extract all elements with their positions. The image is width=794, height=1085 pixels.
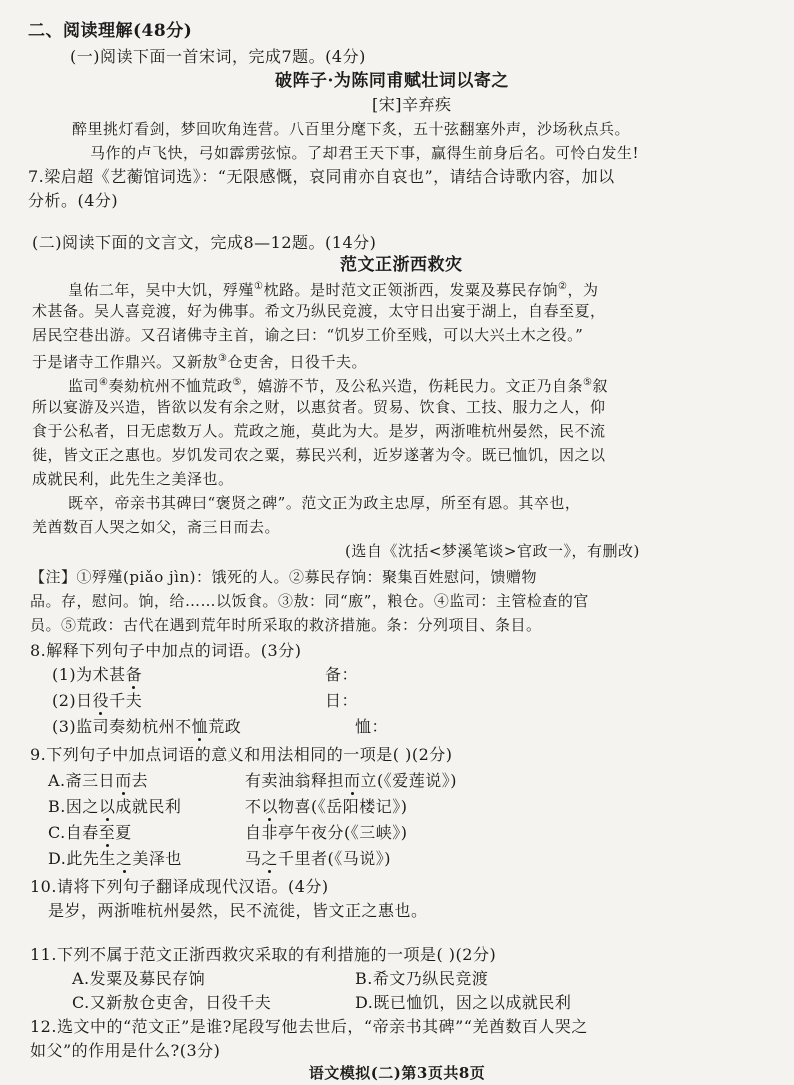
question-8-stem: 8.解释下列句子中加点的词语。(3分): [30, 641, 302, 660]
prose-intro: (二)阅读下面的文言文，完成8—12题。(14分): [32, 233, 377, 252]
poem-line-1: 醉里挑灯看剑，梦回吹角连营。八百里分麾下炙，五十弦翻塞外声，沙场秋点兵。: [72, 120, 631, 138]
question-8-answer-2: 日：: [325, 691, 359, 710]
question-9-stem: 9.下列句子中加点词语的意义和用法相同的一项是( )(2分): [30, 745, 453, 764]
question-11-option-b: B.希文乃纵民竞渡: [355, 969, 489, 988]
question-9-option-d: D.此先生之美泽也: [48, 849, 182, 868]
prose-p3-line-1: 既卒，帝亲书其碑曰“褒贤之碑”。范文正为政主忠厚，所至有恩。其卒也，: [68, 494, 581, 512]
question-11-option-d: D.既已恤饥，因之以成就民利: [355, 993, 572, 1012]
question-8-item-3: (3)监司奏劾杭州不恤荒政: [52, 717, 242, 736]
notes-line-3: 员。⑤荒政：古代在遇到荒年时所采取的救济措施。条：分列项目、条目。: [30, 616, 542, 634]
question-9-option-b-compare: 不以物喜(《岳阳楼记》): [245, 797, 408, 816]
prose-p2-line-4: 徙，皆文正之惠也。岁饥发司农之粟，募民兴利，近岁遂著为令。既已恤饥，因之以: [32, 446, 606, 464]
question-10-stem: 10.请将下列句子翻译成现代汉语。(4分): [30, 877, 329, 896]
poem-line-2: 马作的卢飞快，弓如霹雳弦惊。了却君王天下事，赢得生前身后名。可怜白发生!: [90, 144, 640, 162]
prose-p1-line-1: 皇佑二年，吴中大饥，殍殣①枕路。是时范文正领浙西，发粟及募民存饷②，为: [68, 281, 599, 299]
poem-author: [宋]辛弃疾: [372, 95, 452, 114]
poem-title: 破阵子·为陈同甫赋壮词以寄之: [275, 71, 509, 91]
question-8-item-2: (2)日役千夫: [52, 691, 143, 710]
page-footer: 语文模拟(二)第3页共8页: [308, 1064, 486, 1082]
prose-p2-line-5: 成就民利，此先生之美泽也。: [32, 470, 234, 488]
question-11-stem: 11.下列不属于范文正浙西救灾采取的有利措施的一项是( )(2分): [30, 945, 497, 964]
notes-line-1: 【注】①殍殣(piǎo jìn)：饿死的人。②募民存饷：聚集百姓慰问，馈赠物: [30, 568, 537, 586]
prose-source: (选自《沈括<梦溪笔谈>官政一》，有删改): [345, 542, 640, 560]
question-9-option-a-compare: 有卖油翁释担而立(《爱莲说》): [245, 771, 458, 790]
question-12-line-2: 如父”的作用是什么?(3分): [30, 1041, 221, 1060]
question-9-option-c-compare: 自非亭午夜分(《三峡》): [245, 823, 408, 842]
question-8-answer-1: 备：: [325, 665, 359, 684]
dotted-word: 恤: [191, 717, 209, 736]
question-7-line-2: 分析。(4分): [28, 191, 119, 210]
prose-p1-line-2: 术甚备。吴人喜竞渡，好为佛事。希文乃纵民竞渡，太守日出宴于湖上，自春至夏，: [32, 302, 606, 320]
poem-intro: (一)阅读下面一首宋词，完成7题。(4分): [70, 47, 366, 66]
prose-p1-line-4: 于是诸寺工作鼎兴。又新敖③仓吏舍，日役千夫。: [32, 353, 367, 371]
question-9-option-a: A.斋三日而去: [48, 771, 149, 790]
prose-p2-line-2: 所以宴游及兴造，皆欲以发有余之财，以惠贫者。贸易、饮食、工技、服力之人，仰: [32, 398, 606, 416]
dotted-word: 役: [92, 691, 110, 710]
question-8-item-1: (1)为术甚备: [52, 665, 143, 684]
question-10-sentence: 是岁，两浙唯杭州晏然，民不流徙，皆文正之惠也。: [48, 901, 428, 920]
prose-p2-line-3: 食于公私者，日无虑数万人。荒政之施，莫此为大。是岁，两浙唯杭州晏然，民不流: [32, 422, 606, 440]
question-9-option-b: B.因之以成就民利: [48, 797, 182, 816]
notes-line-2: 品。存，慰问。饷，给……以饭食。③敖：同“廒”，粮仓。④监司：主管检查的官: [30, 592, 589, 610]
question-9-option-c: C.自春至夏: [48, 823, 132, 842]
dotted-word: 备: [125, 665, 143, 684]
prose-p3-line-2: 羌酋数百人哭之如父，斋三日而去。: [32, 518, 281, 536]
question-9-option-d-compare: 马之千里者(《马说》): [245, 849, 392, 868]
prose-p2-line-1: 监司④奏劾杭州不恤荒政⑤，嬉游不节，及公私兴造，伤耗民力。文正乃自条⑤叙: [68, 377, 608, 395]
question-7-line-1: 7.梁启超《艺蘅馆词选》：“无限感慨，哀同甫亦自哀也”，请结合诗歌内容，加以: [28, 167, 615, 186]
prose-p1-line-3: 居民空巷出游。又召诸佛寺主首，谕之曰：“饥岁工价至贱，可以大兴土木之役。”: [32, 326, 584, 344]
question-12-line-1: 12.选文中的“范文正”是谁?尾段写他去世后，“帝亲书其碑”“羌酋数百人哭之: [30, 1017, 588, 1036]
question-11-option-a: A.发粟及募民存饷: [72, 969, 206, 988]
section-heading: 二、阅读理解(48分): [28, 21, 193, 41]
question-11-option-c: C.又新敖仓吏舍，日役千夫: [72, 993, 272, 1012]
prose-title: 范文正浙西救灾: [340, 255, 463, 275]
question-8-answer-3: 恤：: [355, 717, 389, 736]
